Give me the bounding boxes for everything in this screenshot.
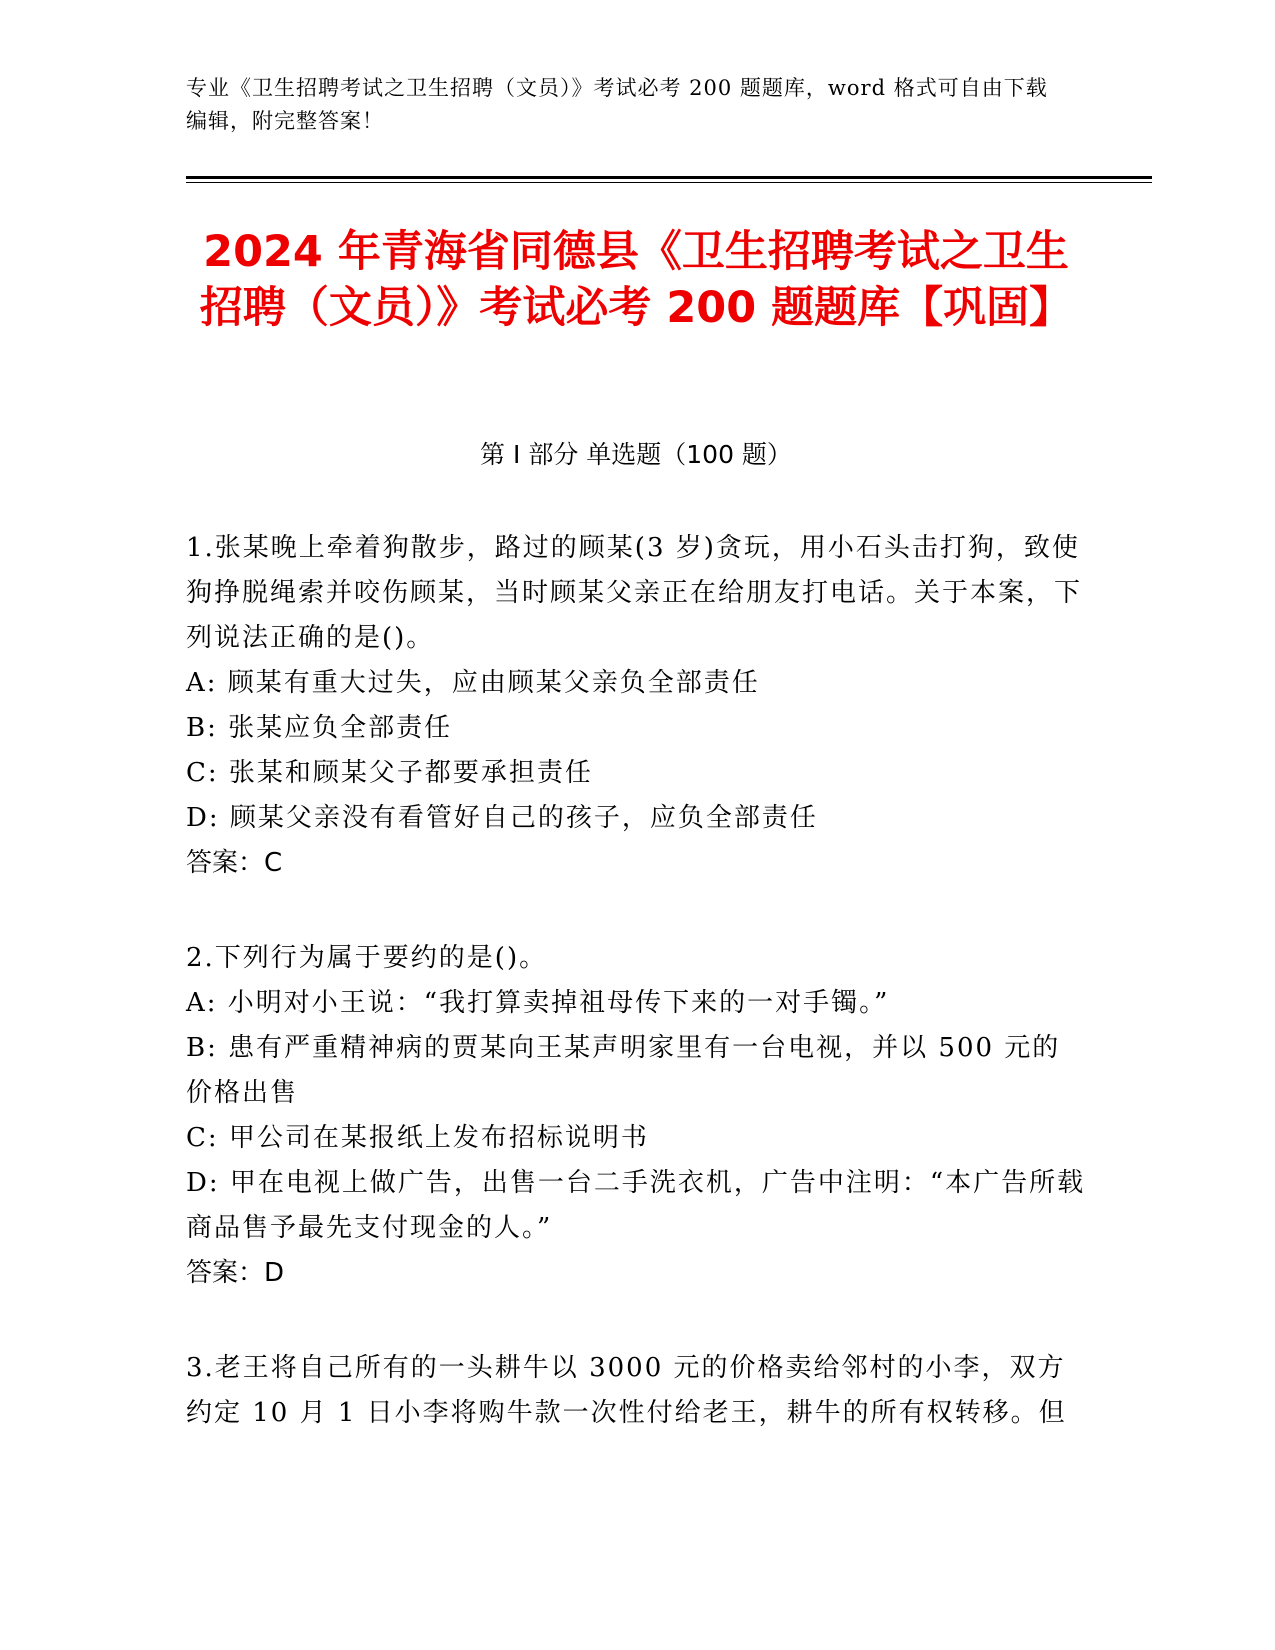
question-3 bbox=[186, 1346, 1086, 1436]
option-c: C: 甲公司在某报纸上发布招标说明书 bbox=[186, 1123, 649, 1153]
answer: 答案：C bbox=[186, 848, 283, 878]
answer: 答案：D bbox=[186, 1258, 285, 1288]
option-b: B: 张某应负全部责任 bbox=[186, 713, 453, 743]
header-divider-thick bbox=[186, 176, 1152, 179]
option-a: A: 顾某有重大过失，应由顾某父亲负全部责任 bbox=[186, 668, 760, 698]
document-title: 2024 年青海省同德县《卫生招聘考试之卫生招聘（文员）》考试必考 200 题题库【巩固】 bbox=[199, 227, 1073, 333]
question-2 bbox=[186, 936, 1086, 1296]
option-d: D: 甲在电视上做广告，出售一台二手洗衣机，广告中注明：“本广告所载商品售予最先支付现金的人。” bbox=[186, 1168, 1086, 1243]
option-d: D: 顾某父亲没有看管好自己的孩子，应负全部责任 bbox=[186, 803, 818, 833]
header-note: 专业《卫生招聘考试之卫生招聘（文员）》考试必考 200 题题库，word 格式可自由下载编辑，附完整答案！ bbox=[186, 76, 1048, 133]
section-heading: 第 I 部分 单选题（100 题） bbox=[480, 440, 792, 469]
option-a: A: 小明对小王说：“我打算卖掉祖母传下来的一对手镯。” bbox=[186, 988, 890, 1018]
question-1 bbox=[186, 526, 1086, 886]
question-list bbox=[186, 526, 1086, 1486]
question-stem: 2.下列行为属于要约的是()。 bbox=[186, 943, 548, 973]
option-b: B: 患有严重精神病的贾某向王某声明家里有一台电视，并以 500 元的价格出售 bbox=[186, 1033, 1061, 1108]
header-divider-thin bbox=[186, 182, 1152, 183]
option-c: C: 张某和顾某父子都要承担责任 bbox=[186, 758, 593, 788]
question-stem: 3.老王将自己所有的一头耕牛以 3000 元的价格卖给邻村的小李，双方约定 10 月 1 日小李将购牛款一次性付给老王，耕牛的所有权转移。但 bbox=[186, 1353, 1067, 1428]
question-stem: 1.张某晚上牵着狗散步，路过的顾某(3 岁)贪玩，用小石头击打狗，致使狗挣脱绳索并咬伤顾某，当时顾某父亲正在给朋友打电话。关于本案，下列说法正确的是()。 bbox=[186, 533, 1083, 653]
